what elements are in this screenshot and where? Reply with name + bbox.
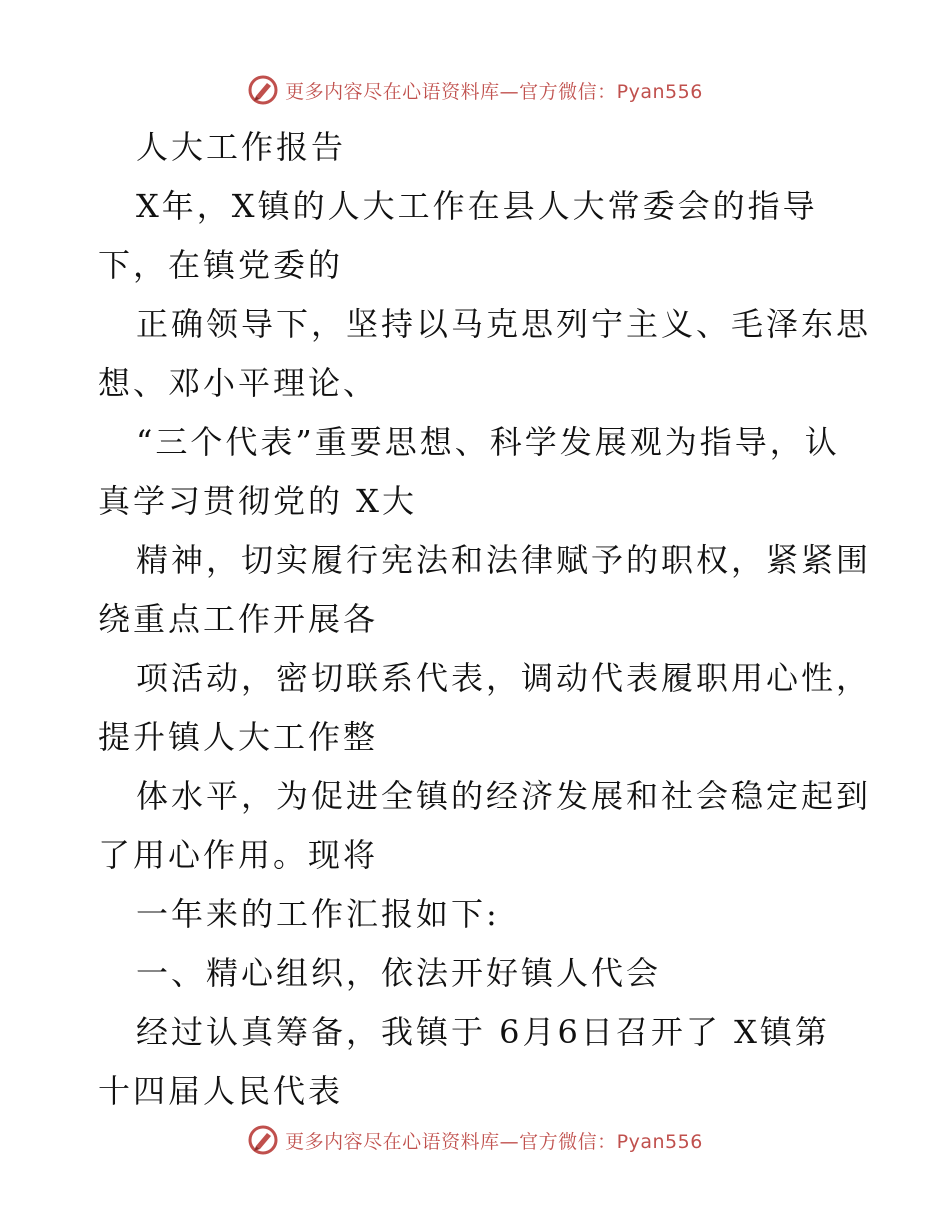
watermark-wechat: 官方微信：Pyan556 xyxy=(519,1130,703,1153)
watermark-header xyxy=(0,70,950,110)
paragraph-line: 项活动，密切联系代表，调动代表履职用心性， xyxy=(136,659,872,697)
paragraph-line: 了用心作用。现将 xyxy=(98,836,379,874)
paragraph-line: 下，在镇党委的 xyxy=(98,246,344,284)
paragraph-line: 经过认真筹备，我镇于 6月6日召开了 X镇第 xyxy=(136,1013,830,1051)
pen-logo-icon xyxy=(247,74,279,106)
paragraph-line: 精神，切实履行宪法和法律赋予的职权，紧紧围 xyxy=(136,541,872,579)
pen-logo-icon xyxy=(247,1124,279,1156)
watermark-wechat: 官方微信：Pyan556 xyxy=(519,80,703,103)
paragraph-line: 真学习贯彻党的 X大 xyxy=(98,482,417,520)
paragraph-line: 绕重点工作开展各 xyxy=(98,600,379,638)
watermark-main: 更多内容尽在心语资料库— xyxy=(285,1130,520,1153)
paragraph-line: 体水平，为促进全镇的经济发展和社会稳定起到 xyxy=(136,777,872,815)
paragraph-line: X年，X镇的人大工作在县人大常委会的指导 xyxy=(136,187,818,225)
watermark-text xyxy=(285,77,703,104)
watermark-main: 更多内容尽在心语资料库— xyxy=(285,80,520,103)
paragraph-line: 十四届人民代表 xyxy=(98,1072,344,1110)
doc-title: 人大工作报告 xyxy=(136,128,347,166)
paragraph-line: 一年来的工作汇报如下: xyxy=(136,895,500,933)
watermark-footer xyxy=(0,1120,950,1160)
watermark-text xyxy=(285,1127,703,1154)
paragraph-line: 想、邓小平理论、 xyxy=(98,364,379,402)
paragraph-line: 正确领导下，坚持以马克思列宁主义、毛泽东思 xyxy=(136,305,872,343)
document-body xyxy=(98,118,872,1121)
section-heading: 一、精心组织，依法开好镇人代会 xyxy=(136,954,662,992)
paragraph-line: 提升镇人大工作整 xyxy=(98,718,379,756)
paragraph-line: “三个代表”重要思想、科学发展观为指导，认 xyxy=(136,423,840,461)
